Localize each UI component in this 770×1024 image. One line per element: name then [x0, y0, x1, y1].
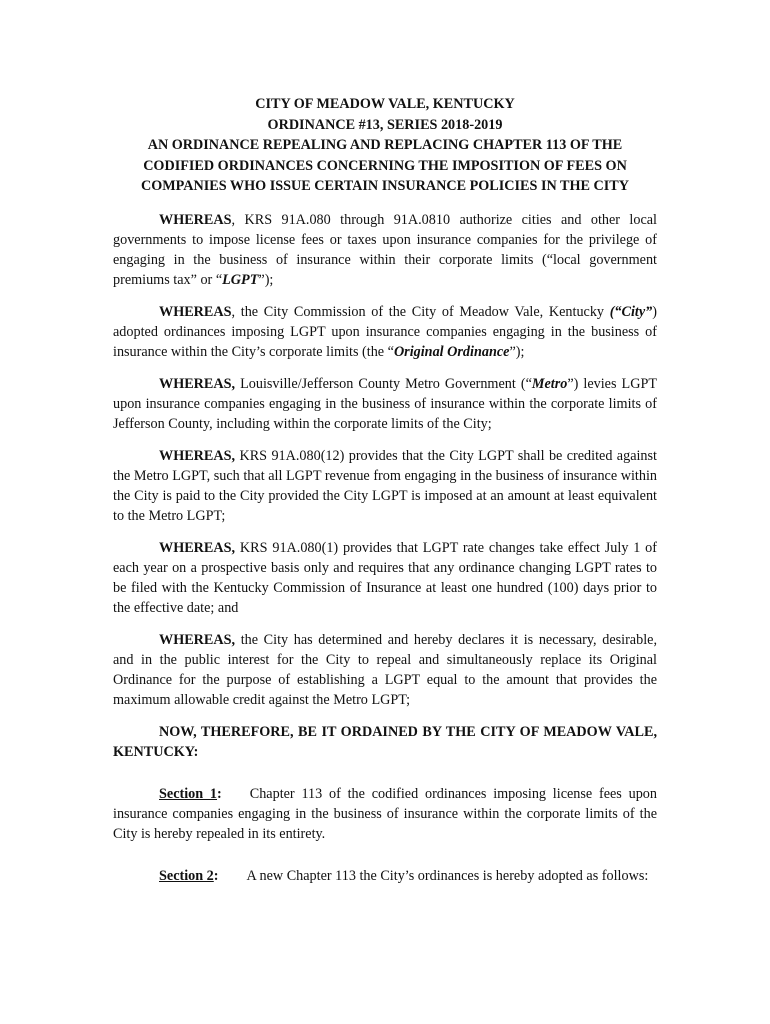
defined-term: LGPT: [222, 272, 259, 288]
heading-city-name: CITY OF MEADOW VALE, KENTUCKY: [255, 96, 515, 112]
whereas-lead: WHEREAS,: [159, 632, 236, 648]
section-colon: :: [217, 786, 222, 802]
whereas-paragraph-6: [113, 630, 657, 710]
whereas-paragraph-5: [113, 538, 657, 618]
defined-term: (“City”: [609, 304, 653, 320]
whereas-lead: WHEREAS,: [159, 540, 236, 556]
section-2-label: Section 2: [159, 868, 214, 884]
ordaining-clause: NOW, THEREFORE, BE IT ORDAINED BY THE CITY OF MEADOW VALE, KENTUCKY:: [113, 724, 657, 760]
whereas-lead: WHEREAS: [159, 212, 232, 228]
paragraph-text: , KRS 91A.080 through 91A.0810 authorize cities and other local governments to impose license fees or taxes upon insurance companies for the privilege of engaging in the business of insurance within their corporate limits (“local government premiums tax” or “: [113, 212, 657, 288]
defined-term: Metro: [531, 376, 568, 392]
section-2-paragraph: [113, 866, 657, 886]
paragraph-text: , the City Commission of the City of Meadow Vale, Kentucky: [231, 304, 610, 320]
paragraph-text: KRS 91A.080(1) provides that LGPT rate changes take effect July 1 of each year on a prospective basis only and requires that any ordinance changing LGPT rates to be filed with the Kentucky Commission of Insurance at least one hundred (100) days prior to the effective date; and: [113, 540, 657, 616]
paragraph-text: ) adopted ordinances imposing LGPT upon insurance companies engaging in the business of insurance within the City’s corporate limits (the “: [113, 304, 657, 360]
section-1-paragraph: [113, 784, 657, 844]
section-2-text: A new Chapter 113 the City’s ordinances is hereby adopted as follows:: [246, 868, 649, 884]
section-colon: :: [213, 868, 219, 884]
whereas-paragraph-2: [113, 302, 657, 362]
paragraph-text: ”) levies LGPT upon insurance companies engaging in the business of insurance within the corporate limits of Jefferson County, including within the corporate limits of the City;: [113, 376, 657, 432]
whereas-paragraph-4: [113, 446, 657, 526]
heading-ordinance-number: ORDINANCE #13, SERIES 2018-2019: [267, 116, 503, 133]
whereas-lead: WHEREAS: [159, 304, 232, 320]
whereas-paragraph-3: [113, 374, 657, 434]
paragraph-text: KRS 91A.080(12) provides that the City LGPT shall be credited against the Metro LGPT, such that all LGPT revenue from engaging in the business of insurance within the City is paid to the City provided the City LGPT is imposed at an amount at least equivalent to the Metro LGPT;: [113, 448, 657, 524]
whereas-lead: WHEREAS,: [159, 376, 236, 392]
ordinance-body: [113, 210, 657, 898]
section-1-label: Section 1: [159, 786, 218, 802]
section-1-text: Chapter 113 of the codified ordinances imposing license fees upon insurance companies engaging in the business of insurance within the corporate limits of the City is hereby repealed in its entirety.: [113, 786, 657, 842]
ordinance-heading: [100, 94, 670, 197]
paragraph-text: ”);: [258, 272, 274, 288]
heading-title-line-3: COMPANIES WHO ISSUE CERTAIN INSURANCE POLICIES IN THE CITY: [140, 178, 630, 194]
paragraph-text: ”);: [509, 344, 525, 360]
heading-title-line-1: AN ORDINANCE REPEALING AND REPLACING CHAPTER 113 OF THE: [147, 137, 623, 153]
paragraph-text: Louisville/Jefferson County Metro Government (“: [235, 376, 532, 392]
paragraph-text: the City has determined and hereby declares it is necessary, desirable, and in the public interest for the City to repeal and simultaneously replace its Original Ordinance for the purpose of establishing a LGPT equal to the amount that provides the maximum allowable credit against the Metro LGPT;: [113, 632, 657, 708]
whereas-lead: WHEREAS,: [159, 448, 236, 464]
defined-term: Original Ordinance: [393, 344, 510, 360]
whereas-paragraph-1: [113, 210, 657, 290]
heading-title-line-2: CODIFIED ORDINANCES CONCERNING THE IMPOSITION OF FEES ON: [143, 157, 627, 174]
